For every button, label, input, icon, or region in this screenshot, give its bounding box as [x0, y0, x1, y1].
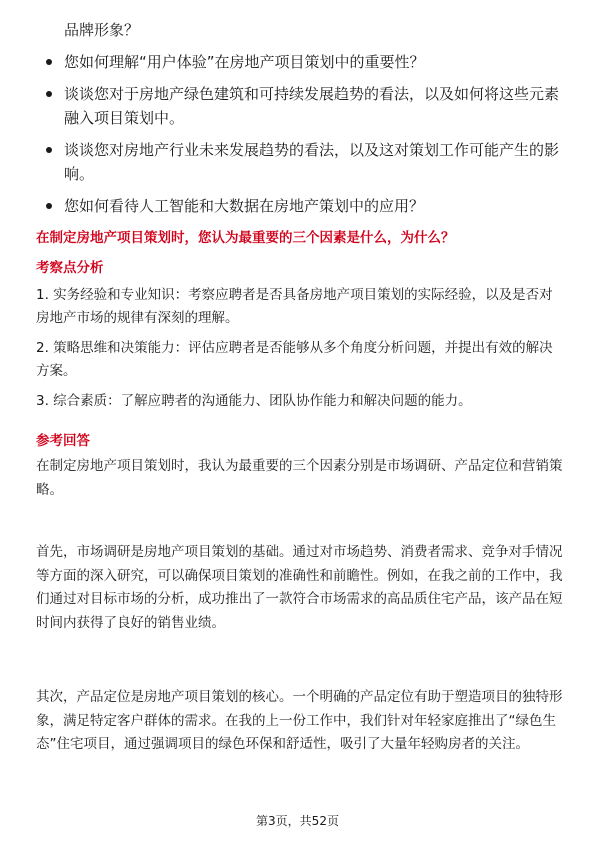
bullet-item — [40, 138, 560, 186]
analysis-item: 3. 综合素质：了解应聘者的沟通能力、团队协作能力和解决问题的能力。 — [36, 393, 472, 409]
bullet-text: 您如何看待人工智能和大数据在房地产策划中的应用？ — [64, 197, 425, 215]
bullet-continuation: 品牌形象？ — [64, 21, 140, 39]
analysis-list — [36, 284, 566, 420]
page-number: 第3页，共52页 — [256, 814, 339, 828]
question-heading: 在制定房地产项目策划时，您认为最重要的三个因素是什么，为什么？ — [36, 230, 455, 246]
bullet-text: 您如何理解“用户体验”在房地产项目策划中的重要性？ — [64, 53, 425, 71]
bullet-dot-icon — [46, 91, 52, 97]
answer-heading: 参考回答 — [36, 433, 90, 449]
bullet-item — [40, 50, 560, 74]
bullet-text: 谈谈您对于房地产绿色建筑和可持续发展趋势的看法，以及如何将这些元素融入项目策划中。 — [64, 85, 560, 127]
bullet-item — [40, 194, 560, 218]
answer-paragraph: 其次，产品定位是房地产项目策划的核心。一个明确的产品定位有助于塑造项目的独特形象，满足特定客户群体的需求。在我的上一份工作中，我们针对年轻家庭推出了“绿色生态”住宅项目，通过强调项目的绿色环保和舒适性，吸引了大量年轻购房者的关注。 — [36, 689, 563, 752]
bullet-dot-icon — [46, 203, 52, 209]
analysis-heading: 考察点分析 — [36, 260, 104, 276]
analysis-item: 1. 实务经验和专业知识：考察应聘者是否具备房地产项目策划的实际经验，以及是否对房地产市场的规律有深刻的理解。 — [36, 287, 553, 326]
bullet-item — [40, 82, 560, 130]
analysis-item: 2. 策略思维和决策能力：评估应聘者是否能够从多个角度分析问题，并提出有效的解决方案。 — [36, 340, 553, 379]
bullet-dot-icon — [46, 59, 52, 65]
answer-paragraph: 首先，市场调研是房地产项目策划的基础。通过对市场趋势、消费者需求、竞争对手情况等方面的深入研究，可以确保项目策划的准确性和前瞻性。例如，在我之前的工作中，我们通过对目标市场的分析，成功推出了一款符合市场需求的高品质住宅产品，该产品在短时间内获得了良好的销售业绩。 — [36, 544, 563, 631]
bullet-dot-icon — [46, 147, 52, 153]
answer-paragraph: 在制定房地产项目策划时，我认为最重要的三个因素分别是市场调研、产品定位和营销策略。 — [36, 458, 563, 498]
bullet-text: 谈谈您对房地产行业未来发展趋势的看法，以及这对策划工作可能产生的影响。 — [64, 141, 560, 183]
question-bullet-list — [40, 18, 560, 226]
